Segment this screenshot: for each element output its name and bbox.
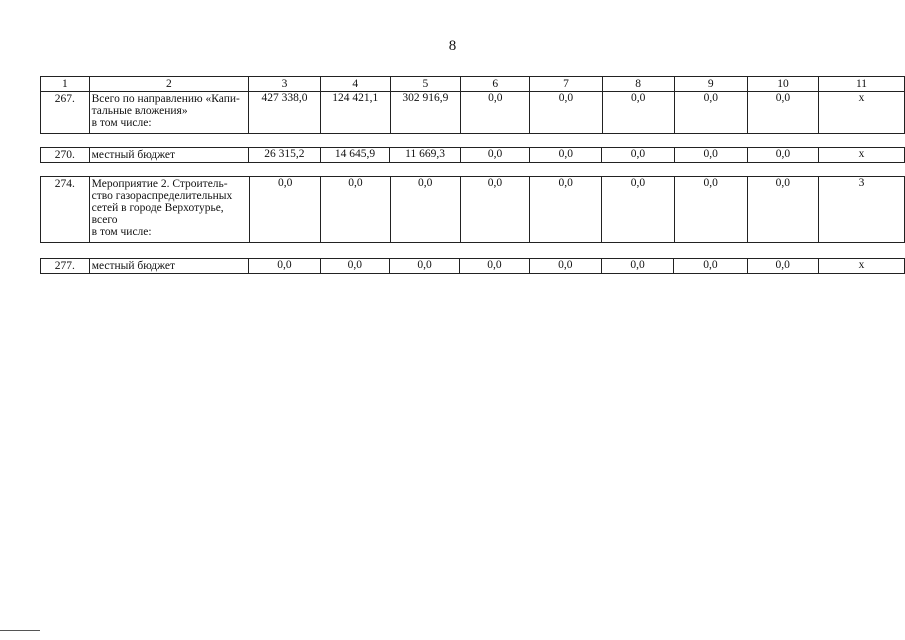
- value-cell: 0,0: [530, 148, 602, 163]
- value-cell: 0,0: [321, 177, 390, 243]
- header-cell: 4: [320, 77, 390, 92]
- value-cell: 0,0: [460, 148, 529, 163]
- value-cell: 0,0: [674, 92, 747, 134]
- value-cell: 0,0: [602, 177, 674, 243]
- header-cell: 10: [747, 77, 818, 92]
- value-cell: 0,0: [602, 148, 674, 163]
- page-number: 8: [448, 38, 457, 54]
- table-row: [41, 177, 905, 243]
- row-number: 270.: [41, 148, 90, 163]
- budget-table-block-3: [40, 176, 905, 243]
- value-cell: 14 645,9: [320, 148, 390, 163]
- value-cell: 0,0: [529, 259, 601, 274]
- value-cell: 302 916,9: [390, 92, 461, 134]
- header-cell: 5: [390, 77, 461, 92]
- budget-table-block-1: [40, 76, 905, 134]
- value-cell: 0,0: [674, 148, 747, 163]
- value-cell: 0,0: [460, 259, 529, 274]
- value-cell: 0,0: [602, 92, 674, 134]
- value-cell: 0,0: [674, 259, 747, 274]
- value-cell: 0,0: [389, 259, 459, 274]
- table-row: [41, 259, 905, 274]
- header-cell: 11: [819, 77, 905, 92]
- row-description: [89, 177, 249, 243]
- header-cell: 9: [674, 77, 747, 92]
- value-cell: х: [818, 259, 904, 274]
- value-cell: 0,0: [461, 92, 530, 134]
- value-cell: х: [819, 148, 905, 163]
- description-line: всего: [91, 214, 118, 226]
- scan-edge-mark: [0, 630, 40, 631]
- value-cell: 427 338,0: [249, 92, 321, 134]
- row-description: [89, 92, 249, 134]
- description-line: Всего по направлению «Капи-: [91, 93, 240, 105]
- budget-table-block-2: [40, 147, 905, 163]
- value-cell: 0,0: [530, 92, 602, 134]
- value-cell: 0,0: [601, 259, 673, 274]
- value-cell: 0,0: [530, 177, 602, 243]
- header-cell: 8: [602, 77, 674, 92]
- value-cell: 0,0: [320, 259, 389, 274]
- description-line: сетей в городе Верхотурье,: [91, 202, 224, 214]
- header-cell: 2: [89, 77, 249, 92]
- row-description: [89, 259, 249, 274]
- value-cell: 124 421,1: [320, 92, 390, 134]
- row-number: 277.: [41, 259, 90, 274]
- table-row: [41, 92, 905, 134]
- value-cell: 0,0: [390, 177, 460, 243]
- value-cell: 0,0: [747, 259, 818, 274]
- description-line: в том числе:: [91, 226, 152, 238]
- table-row: [41, 148, 905, 163]
- value-cell: 0,0: [250, 177, 321, 243]
- table-header-row: [41, 77, 905, 92]
- value-cell: 3: [818, 177, 904, 243]
- row-number: 274.: [41, 177, 90, 243]
- row-number: 267.: [41, 92, 90, 134]
- header-cell: 6: [461, 77, 530, 92]
- value-cell: 0,0: [460, 177, 529, 243]
- description-line: Мероприятие 2. Строитель-: [91, 178, 228, 190]
- description-line: в том числе:: [91, 117, 152, 129]
- value-cell: 26 315,2: [249, 148, 321, 163]
- value-cell: 0,0: [747, 177, 818, 243]
- row-description: [89, 148, 248, 163]
- value-cell: 0,0: [747, 148, 818, 163]
- value-cell: 0,0: [249, 259, 320, 274]
- description-line: ство газораспределительных: [91, 190, 233, 202]
- header-cell: 1: [41, 77, 90, 92]
- value-cell: 0,0: [747, 92, 818, 134]
- description-line: местный бюджет: [91, 260, 176, 272]
- value-cell: 0,0: [674, 177, 747, 243]
- description-line: тальные вложения»: [91, 105, 188, 117]
- header-cell: 3: [249, 77, 321, 92]
- description-line: местный бюджет: [91, 149, 175, 161]
- header-cell: 7: [530, 77, 602, 92]
- value-cell: х: [819, 92, 905, 134]
- value-cell: 11 669,3: [390, 148, 461, 163]
- budget-table-block-4: [40, 258, 905, 274]
